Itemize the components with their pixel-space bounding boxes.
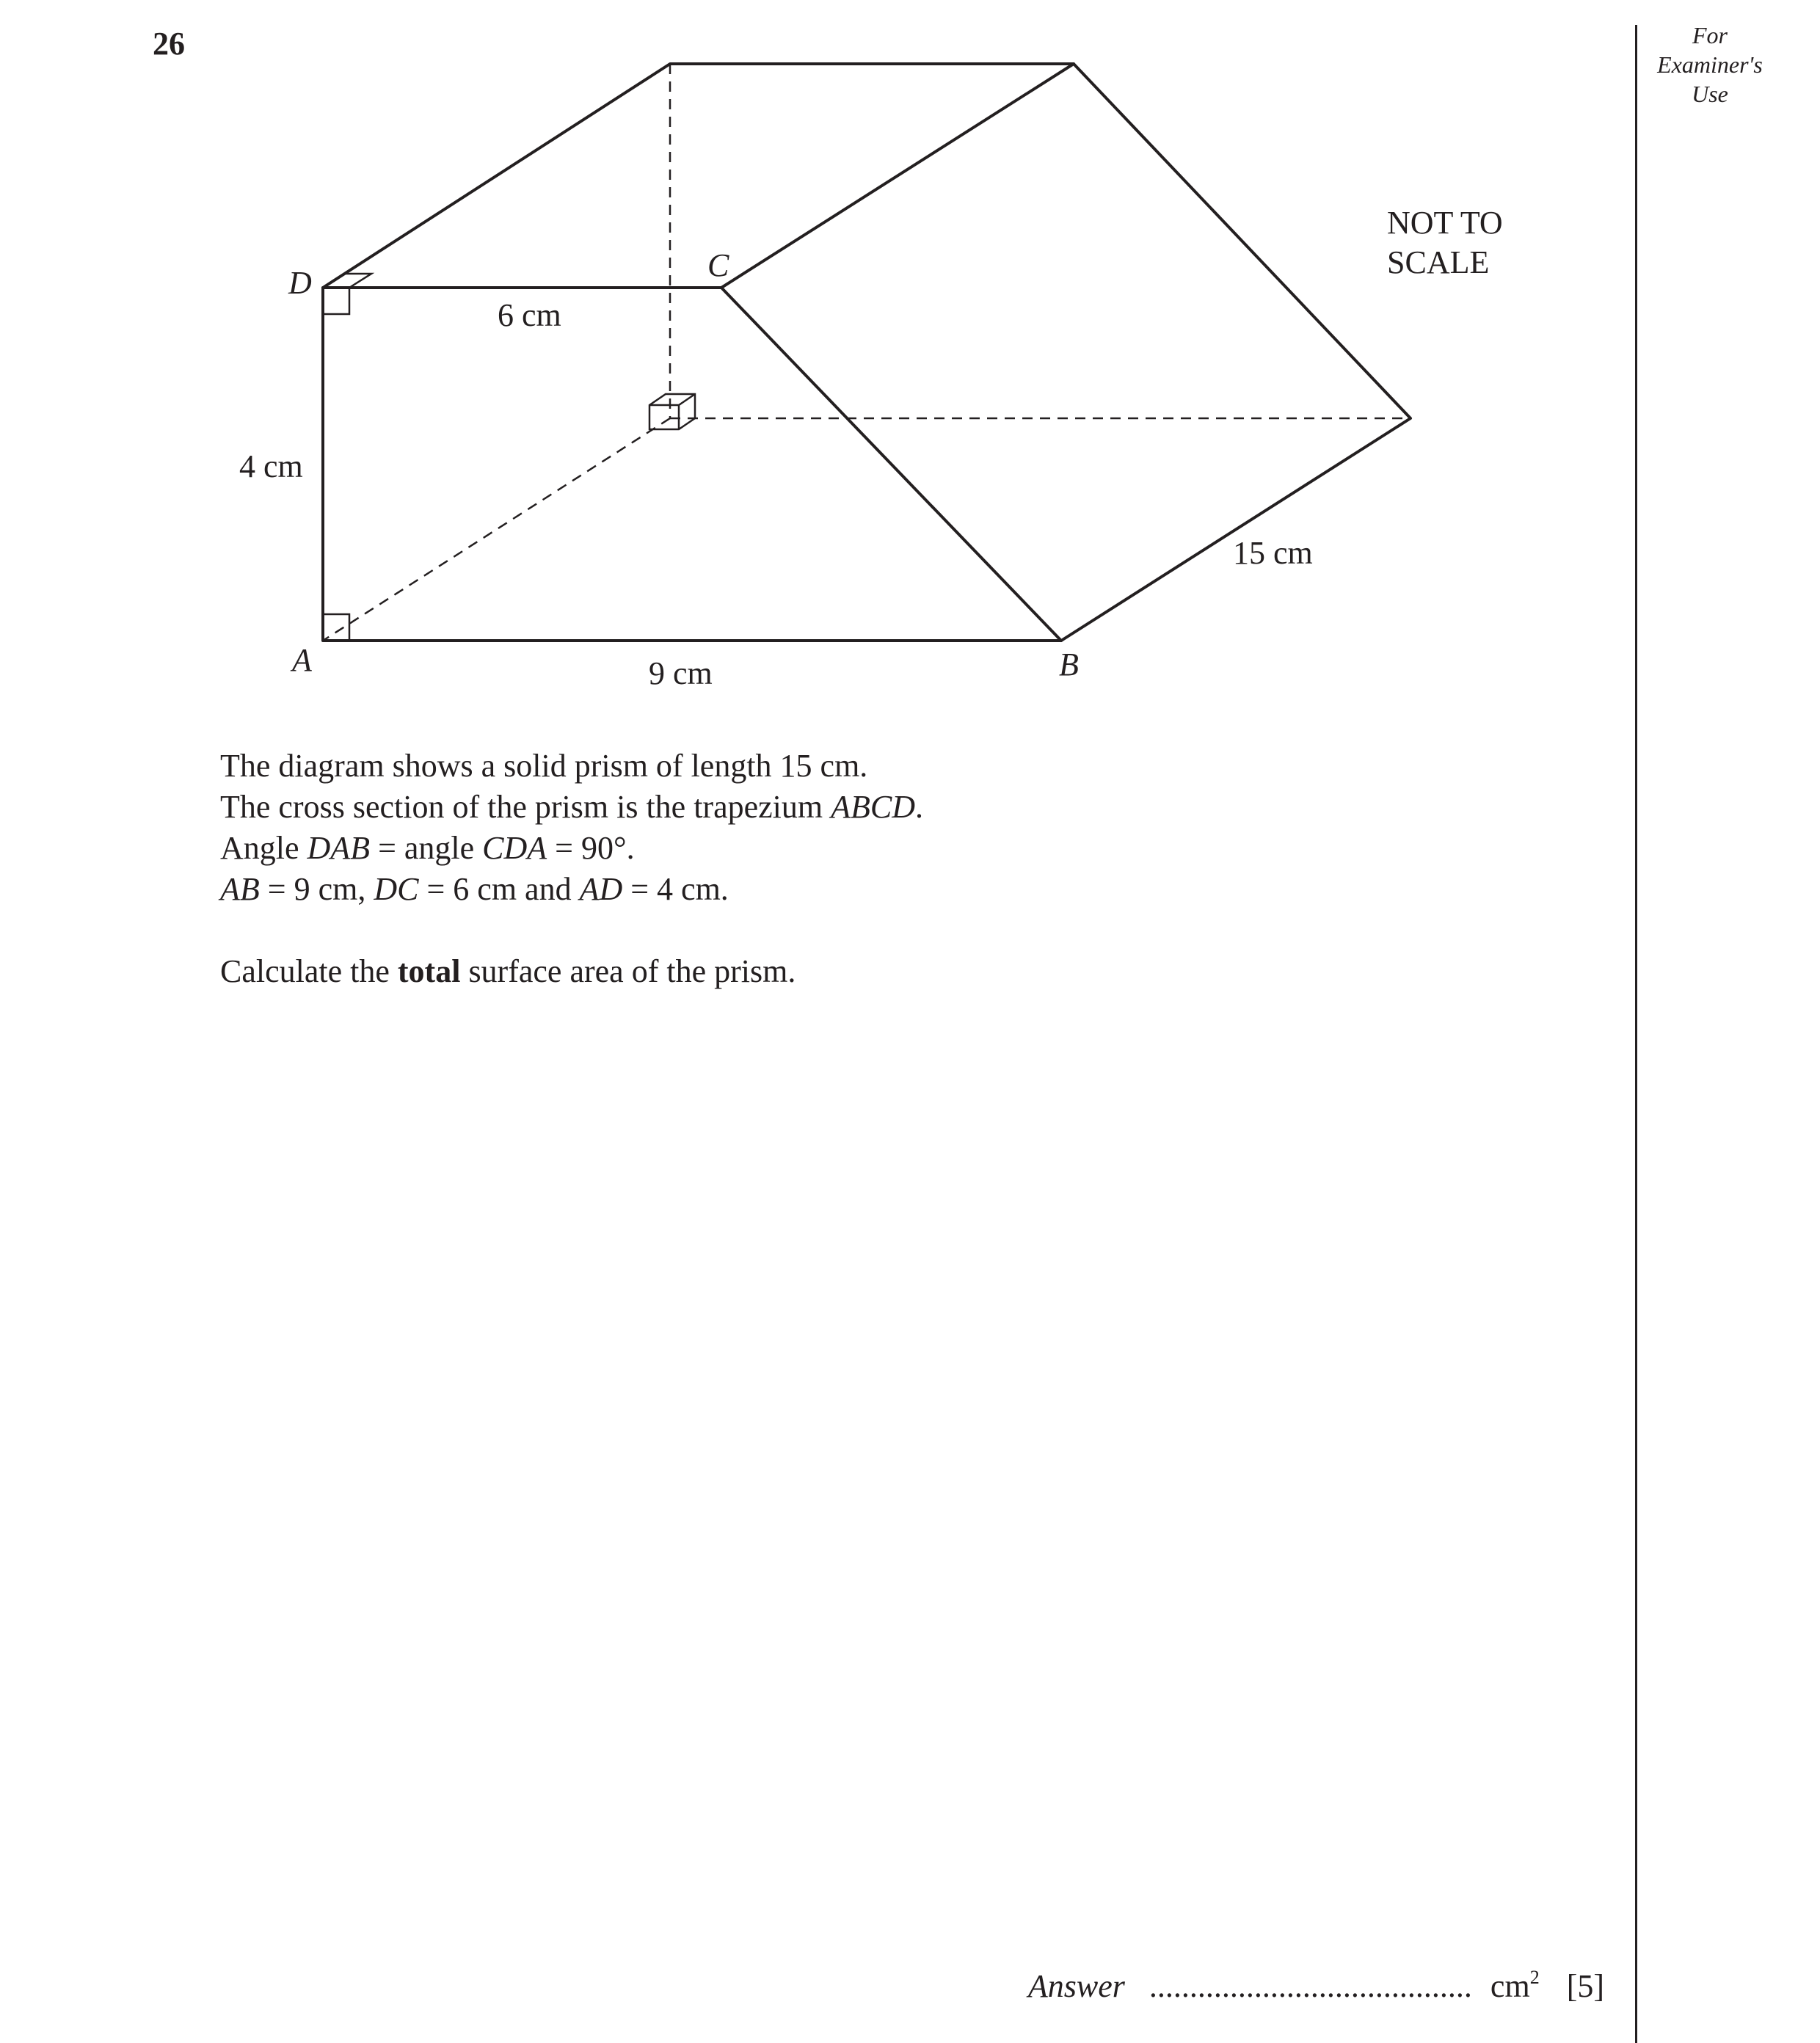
examiner-line-1: For: [1692, 22, 1728, 48]
text-line-4-a: AB: [220, 871, 260, 907]
text-line-1: The diagram shows a solid prism of length 15 cm.: [220, 748, 868, 784]
text-line-4-b: = 9 cm,: [259, 871, 374, 907]
text-line-2-trapezium: ABCD: [831, 789, 916, 825]
answer-line: [1028, 1967, 1604, 2005]
text-line-3-e: = 90°.: [547, 830, 635, 866]
vertex-label-c: C: [707, 247, 729, 283]
instruction-bold: total: [397, 953, 461, 989]
question-text: [220, 746, 923, 992]
text-line-3-a: Angle: [220, 830, 307, 866]
instruction-line: [220, 951, 923, 992]
text-line-4-d: = 6 cm and: [418, 871, 580, 907]
text-line-4-e: AD: [579, 871, 623, 907]
prism-diagram: [0, 0, 1820, 704]
text-line-3-c: = angle: [370, 830, 483, 866]
dimension-bottom-edge: 9 cm: [649, 655, 713, 691]
vertex-label-d: D: [288, 265, 312, 301]
not-to-scale-note-line2: SCALE: [1387, 244, 1490, 280]
marks-badge: [5]: [1566, 1968, 1604, 2004]
text-line-2-start: The cross section of the prism is the trapezium: [220, 789, 831, 825]
front-face-abcd: [323, 288, 1061, 641]
text-line-3: [220, 828, 923, 869]
dimension-top-edge: 6 cm: [498, 297, 561, 333]
text-line-4: [220, 869, 923, 910]
answer-unit-base: cm: [1490, 1968, 1530, 2004]
answer-label: Answer: [1027, 1968, 1125, 2004]
vertex-label-a: A: [292, 642, 312, 678]
text-line-3-b: DAB: [307, 830, 371, 866]
answer-unit-superscript: 2: [1529, 1967, 1540, 1988]
examiner-line-3: Use: [1692, 81, 1728, 107]
dimension-length: 15 cm: [1233, 535, 1313, 571]
dimension-left-edge: 4 cm: [239, 448, 303, 484]
answer-unit: [1490, 1968, 1540, 2004]
examiner-line-2: Examiner's: [1657, 51, 1763, 78]
right-angle-mark-d: [323, 288, 349, 314]
vertex-label-b: B: [1059, 647, 1079, 682]
right-angle-mark-a: [323, 614, 349, 641]
instruction-end: surface area of the prism.: [460, 953, 796, 989]
text-line-2: [220, 787, 923, 828]
answer-field[interactable]: ........................................: [1149, 1968, 1472, 2004]
paragraph-gap: [220, 910, 923, 951]
question-number: 26: [153, 26, 185, 62]
text-line-4-f: = 4 cm.: [622, 871, 729, 907]
right-angle-mark-hidden: [649, 394, 695, 429]
text-line-4-c: DC: [374, 871, 419, 907]
text-line-2-end: .: [915, 789, 924, 825]
instruction-start: Calculate the: [220, 953, 398, 989]
text-line-3-d: CDA: [482, 830, 547, 866]
not-to-scale-note-line1: NOT TO: [1387, 205, 1503, 241]
hidden-edge-diagonal: [323, 418, 670, 641]
edge-c-back: [721, 64, 1074, 288]
right-angle-mark-d-top: [323, 274, 371, 288]
